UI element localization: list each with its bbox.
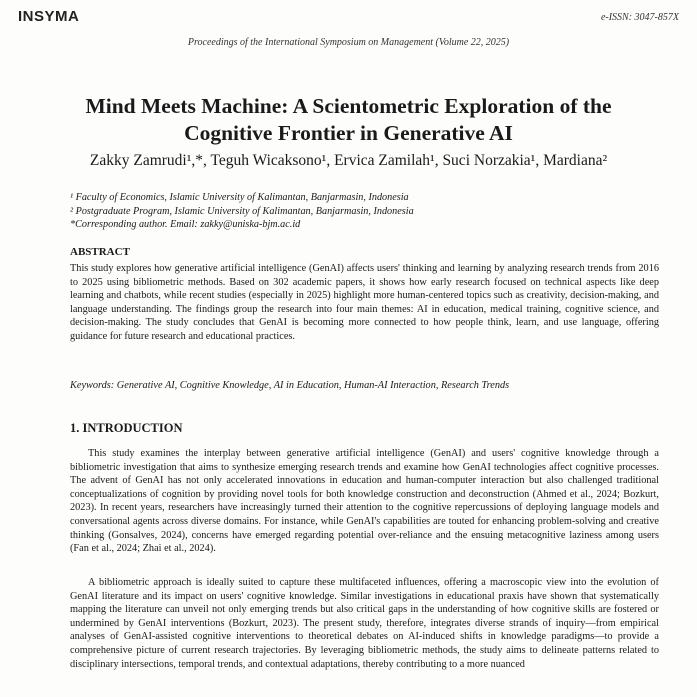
intro-paragraph-2: A bibliometric approach is ideally suited to capture these multifaceted influences, offering a macroscopic view into the evolution of GenAI literature and its impact on users' cognitive knowledge. Similar investigations in educational praxis have shown that systematically mapping the literature can unveil not only emerging trends but also critical gaps in the understanding of how cognitive skills are fostered or undermined by GenAI interventions (Bozkurt, 2023). The present study, therefore, integrates diverse strands of inquiry—from empirical analyses of GenAI-assisted cognitive interventions to theoretical debates on AI-induced shifts in knowledge paradigms—to provide a comprehensive picture of current research trajectories. By leveraging bibliometric methods, the study aims to delineate patterns related to disciplinary intersections, temporal trends, and contextual adaptations, thereby contributing to a more nuanced bbox=[70, 577, 659, 670]
abstract-heading: ABSTRACT bbox=[70, 246, 130, 258]
section-heading-introduction: 1. INTRODUCTION bbox=[70, 421, 183, 435]
proceedings-line: Proceedings of the International Symposium on Management (Volume 22, 2025) bbox=[187, 37, 510, 48]
abstract-text: This study explores how generative artificial intelligence (GenAI) affects users' thinking and learning by analyzing research trends from 2016 to 2025 using bibliometric methods. Based on 302 academic papers, it shows how early research focused on technical aspects like deep learning and chatbots, while recent studies (especially in 2025) highlight more human-centered topics such as creativity, decision-making, and language understanding. The findings group the research into four main themes: AI in education, medical training, cognitive science, and decision-making. The study concludes that GenAI is becoming more connected to how people think, learn, and use language, offering guidance for future research and educational practices. bbox=[70, 263, 659, 342]
affiliation-line: ² Postgraduate Program, Islamic University of Kalimantan, Banjarmasin, Indonesia bbox=[70, 205, 414, 217]
intro-paragraph-1: This study examines the interplay between generative artificial intelligence (GenAI) and users' cognitive knowledge through a bibliometric investigation that aims to synthesize emerging research trends and examine how GenAI technologies affect cognitive processes. The advent of GenAI has not only accelerated innovations in education and human-computer interaction but also challenged traditional conceptualizations of cognition by providing novel tools for both knowledge construction and deconstruction (Ahmed et al., 2024; Bozkurt, 2023). In recent years, researchers have increasingly turned their attention to the cognitive repercussions of deploying language models and conversational agents across diverse domains. For instance, while GenAI's capabilities are touted for enhancing problem-solving and creative thinking (Gonsalves, 2024), concerns have emerged regarding potential over-reliance and the ensuing metacognitive laziness among users (Fan et al., 2024; Zhai et al., 2024). bbox=[70, 448, 659, 555]
affiliations bbox=[70, 191, 667, 232]
paper-title: Mind Meets Machine: A Scientometric Exploration of the Cognitive Frontier in Generative AI bbox=[85, 94, 612, 145]
affiliation-line: ¹ Faculty of Economics, Islamic University of Kalimantan, Banjarmasin, Indonesia bbox=[70, 192, 409, 203]
keywords: Keywords: Generative AI, Cognitive Knowledge, AI in Education, Human-AI Interaction, Research Trends bbox=[70, 380, 510, 391]
author-list: Zakky Zamrudi¹,*, Teguh Wicaksono¹, Ervica Zamilah¹, Suci Norzakia¹, Mardiana² bbox=[89, 152, 608, 169]
page-header bbox=[18, 8, 679, 48]
conference-logo: INSYMA bbox=[18, 8, 80, 25]
issn-label: e-ISSN: 3047-857X bbox=[600, 12, 679, 23]
corresponding-author: *Corresponding author. Email: zakky@uniska-bjm.ac.id bbox=[70, 219, 301, 230]
